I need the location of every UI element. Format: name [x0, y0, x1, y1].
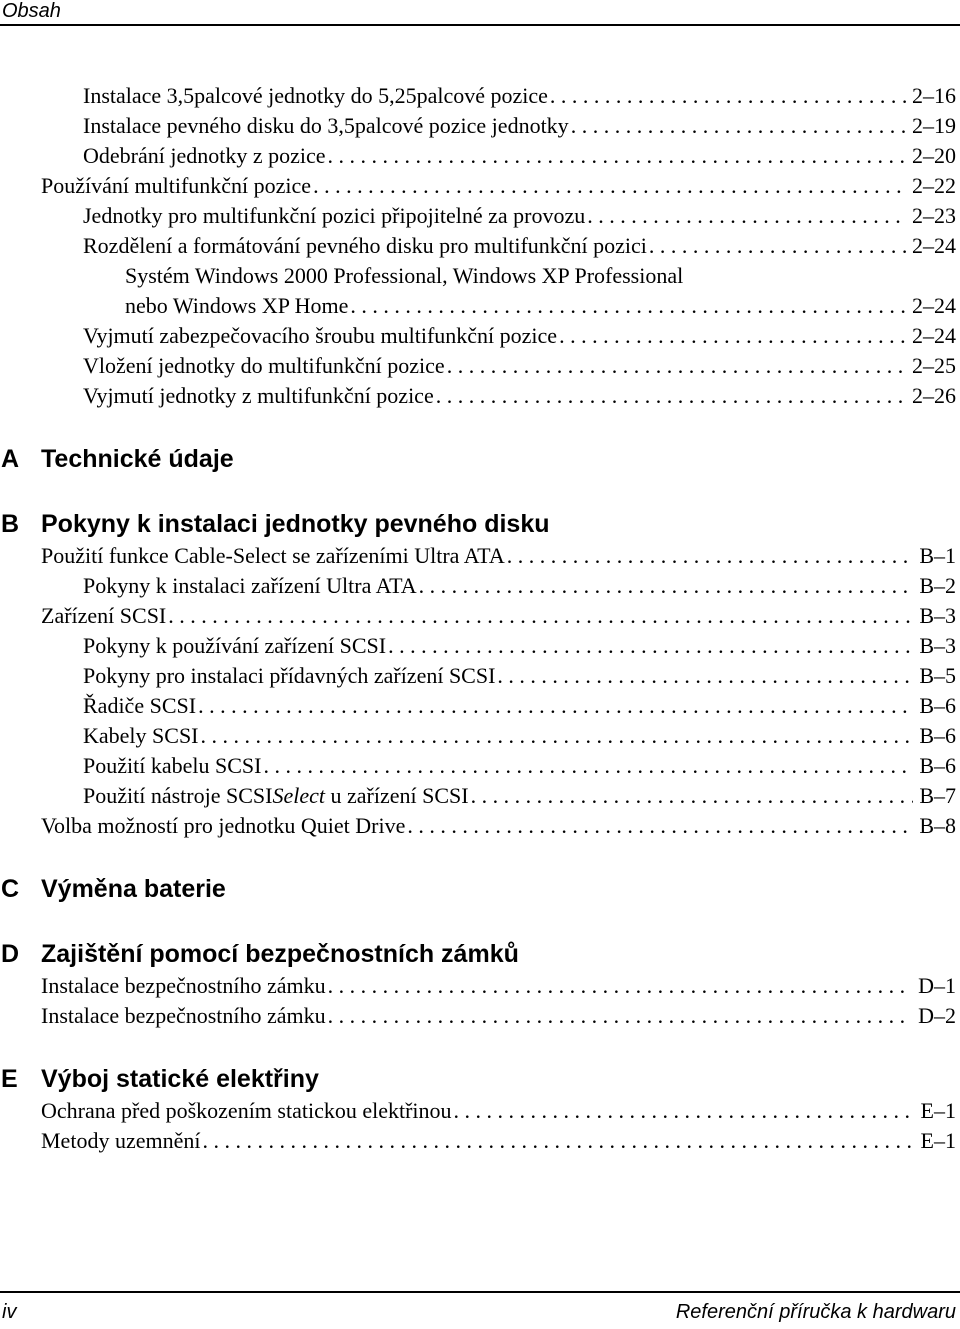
toc-entry[interactable]: Volba možností pro jednotku Quiet Drive . . . B–8: [41, 811, 956, 841]
document-title: Referenční příručka k hardwaru: [675, 1301, 956, 1323]
toc-entry[interactable]: Použití kabelu SCSI . . . B–6: [83, 751, 956, 781]
toc-entry[interactable]: Instalace pevného disku do 3,5palcové pozice jednotky . . . 2–19: [83, 111, 956, 141]
header-rule: [0, 24, 960, 26]
toc-entry[interactable]: Použití nástroje SCSISelect u zařízení SCSI . . . B–7: [83, 781, 956, 811]
toc-entry[interactable]: Vložení jednotky do multifunkční pozice . . . 2–25: [83, 351, 956, 381]
toc-entry[interactable]: Instalace bezpečnostního zámku . . . D–1: [41, 971, 956, 1001]
toc-entry[interactable]: Odebrání jednotky z pozice . . . 2–20: [83, 141, 956, 171]
toc-entry[interactable]: Používání multifunkční pozice . . . 2–22: [41, 171, 956, 201]
toc-entry[interactable]: Pokyny pro instalaci přídavných zařízení SCSI . . . B–5: [83, 661, 956, 691]
appendix-title[interactable]: Technické údaje: [41, 445, 234, 473]
toc-entry[interactable]: Řadiče SCSI . . . B–6: [83, 691, 956, 721]
toc-entry[interactable]: Vyjmutí jednotky z multifunkční pozice . . . 2–26: [83, 381, 956, 411]
toc-entry[interactable]: Použití funkce Cable-Select se zařízeními Ultra ATA . . . B–1: [41, 541, 956, 571]
toc-entry[interactable]: Zařízení SCSI . . . B–3: [41, 601, 956, 631]
toc-entry[interactable]: Ochrana před poškozením statickou elektřinou . . . E–1: [41, 1096, 956, 1126]
appendix-title[interactable]: Výměna baterie: [41, 875, 226, 903]
toc-entry[interactable]: Vyjmutí zabezpečovacího šroubu multifunkční pozice . . . 2–24: [83, 321, 956, 351]
appendix-letter: B: [1, 510, 20, 538]
appendix-title[interactable]: Zajištění pomocí bezpečnostních zámků: [41, 940, 519, 968]
footer-rule: [0, 1291, 960, 1293]
toc-entry[interactable]: nebo Windows XP Home . . . 2–24: [125, 291, 956, 321]
toc-entry[interactable]: Kabely SCSI . . . B–6: [83, 721, 956, 751]
toc-entry[interactable]: Jednotky pro multifunkční pozici připojitelné za provozu . . . 2–23: [83, 201, 956, 231]
appendix-title[interactable]: Výboj statické elektřiny: [41, 1065, 319, 1093]
toc-entry[interactable]: Pokyny k instalaci zařízení Ultra ATA . . . B–2: [83, 571, 956, 601]
page-number: iv: [2, 1301, 17, 1323]
toc-entry[interactable]: Instalace bezpečnostního zámku . . . D–2: [41, 1001, 956, 1031]
toc-entry-wrapped-line[interactable]: Systém Windows 2000 Professional, Windows XP Professional: [125, 263, 684, 288]
appendix-letter: C: [1, 875, 20, 903]
appendix-title[interactable]: Pokyny k instalaci jednotky pevného disku: [41, 510, 550, 538]
appendix-letter: A: [1, 445, 20, 473]
toc-entry[interactable]: Instalace 3,5palcové jednotky do 5,25palcové pozice . . . 2–16: [83, 81, 956, 111]
appendix-letter: E: [1, 1065, 18, 1093]
running-header: Obsah: [2, 0, 61, 22]
toc-entry[interactable]: Metody uzemnění . . . E–1: [41, 1126, 956, 1156]
appendix-letter: D: [1, 940, 20, 968]
toc-entry[interactable]: Rozdělení a formátování pevného disku pro multifunkční pozici . . . 2–24: [83, 231, 956, 261]
toc-entry[interactable]: Pokyny k používání zařízení SCSI . . . B–3: [83, 631, 956, 661]
